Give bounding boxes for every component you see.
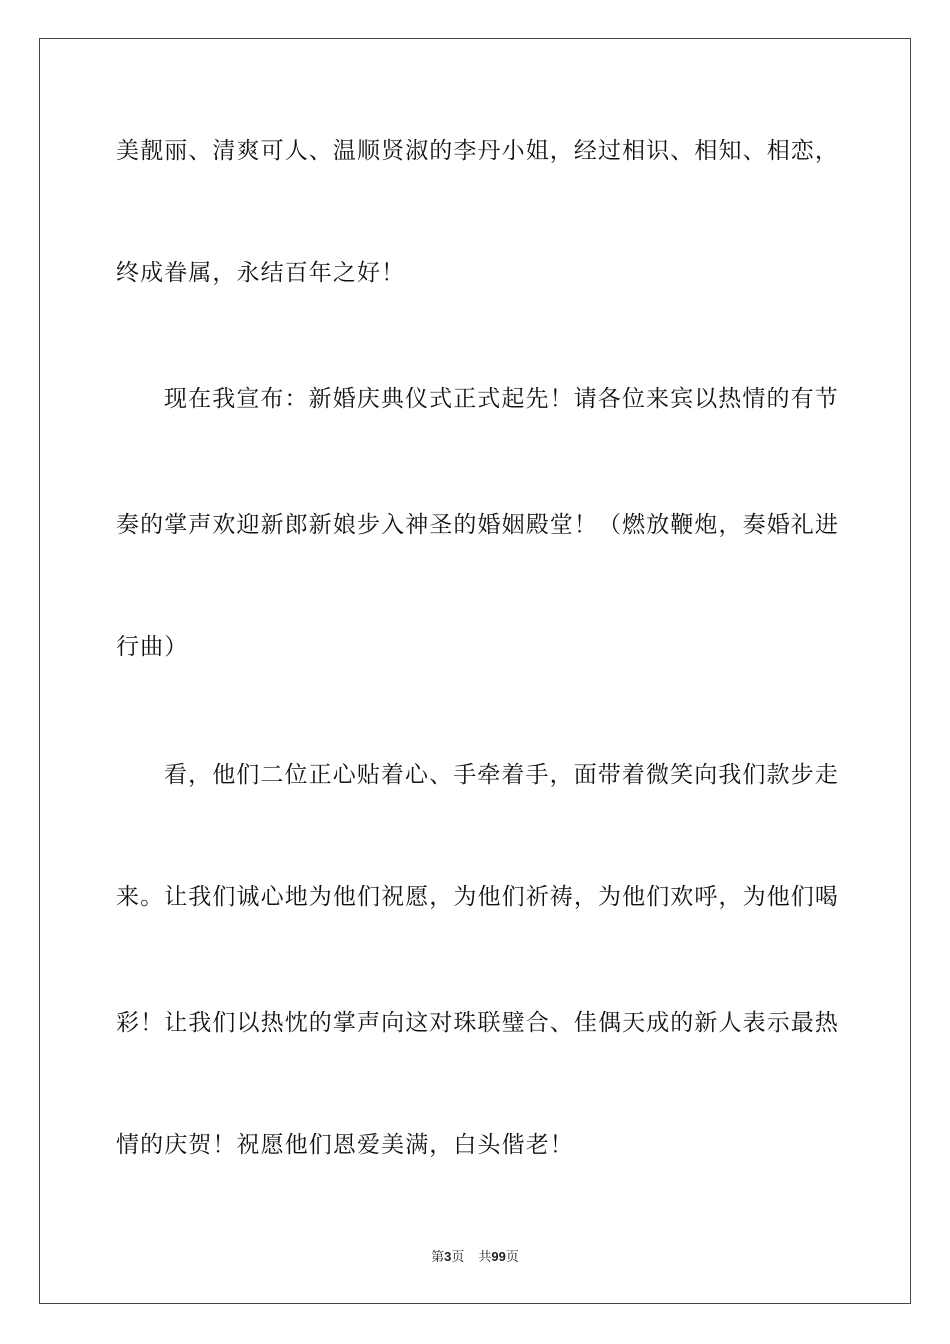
paragraph-start-line: 看，他们二位正心贴着心、手牵着手，面带着微笑向我们款步走 <box>164 762 839 788</box>
body-text-line: 彩！让我们以热忱的掌声向这对珠联璧合、佳偶天成的新人表示最热 <box>116 1010 839 1036</box>
body-text-line: 美靓丽、清爽可人、温顺贤淑的李丹小姐，经过相识、相知、相恋， <box>116 138 839 164</box>
page-border <box>39 38 911 1304</box>
page-prefix: 第 <box>431 1250 445 1265</box>
body-text-line: 行曲） <box>116 634 189 660</box>
page-suffix: 页 <box>451 1250 465 1265</box>
body-text-line: 奏的掌声欢迎新郎新娘步入神圣的婚姻殿堂！（燃放鞭炮，奏婚礼进 <box>116 512 839 538</box>
body-text-line: 情的庆贺！祝愿他们恩爱美满，白头偕老！ <box>116 1132 574 1158</box>
body-text-line: 终成眷属，永结百年之好！ <box>116 260 406 286</box>
total-prefix: 共 <box>478 1250 492 1265</box>
paragraph-start-line: 现在我宣布：新婚庆典仪式正式起先！请各位来宾以热情的有节 <box>164 386 839 412</box>
current-page-number: 3 <box>444 1249 452 1264</box>
body-text-line: 来。让我们诚心地为他们祝愿，为他们祈祷，为他们欢呼，为他们喝 <box>116 884 839 910</box>
page-footer <box>0 1248 950 1267</box>
total-pages-number: 99 <box>491 1249 506 1264</box>
total-suffix: 页 <box>505 1250 519 1265</box>
